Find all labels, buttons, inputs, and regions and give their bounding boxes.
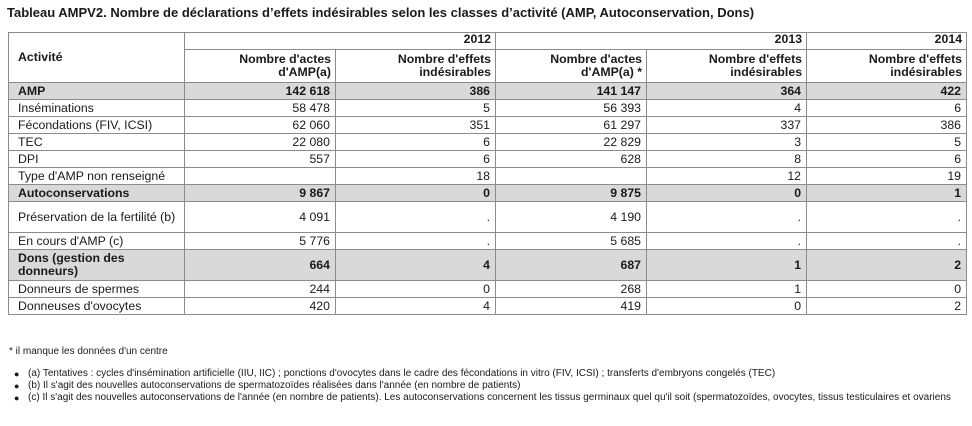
row-value: 0	[807, 281, 967, 298]
row-value: .	[807, 233, 967, 250]
col-effets-2013: Nombre d'effets indésirables	[647, 50, 807, 83]
footnote-star: * il manque les données d'un centre	[9, 346, 168, 357]
table-body	[9, 33, 967, 315]
table-row	[9, 134, 967, 151]
table-title-text: Nombre de déclarations d’effets indésirables selon les classes d’activité (AMP, Autoconservation, Dons)	[110, 5, 755, 20]
row-value: 0	[647, 298, 807, 315]
row-value: 56 393	[496, 100, 647, 117]
col-effets-2014: Nombre d'effets indésirables	[807, 50, 967, 83]
table-title	[7, 5, 754, 20]
row-value: 337	[647, 117, 807, 134]
row-value: 1	[807, 185, 967, 202]
row-label: AMP	[9, 83, 185, 100]
footnote-list	[12, 368, 962, 404]
row-label: DPI	[9, 151, 185, 168]
row-value: 244	[185, 281, 336, 298]
row-value: 5	[336, 100, 496, 117]
row-value: 268	[496, 281, 647, 298]
footnote-c	[12, 392, 962, 404]
row-value: 62 060	[185, 117, 336, 134]
row-value: 18	[336, 168, 496, 185]
row-label: Type d'AMP non renseigné	[9, 168, 185, 185]
table-row	[9, 100, 967, 117]
row-label: Fécondations (FIV, ICSI)	[9, 117, 185, 134]
row-value: 1	[647, 281, 807, 298]
row-value: 4 091	[185, 202, 336, 233]
row-label: Autoconservations	[9, 185, 185, 202]
row-value: 5 776	[185, 233, 336, 250]
row-value: 3	[647, 134, 807, 151]
row-label: Donneuses d'ovocytes	[9, 298, 185, 315]
row-value: .	[647, 202, 807, 233]
row-value: .	[336, 233, 496, 250]
col-actes-2012: Nombre d'actes d'AMP(a)	[185, 50, 336, 83]
footnote-b	[12, 380, 962, 392]
bullet-icon: ●	[14, 369, 20, 379]
table-row	[9, 117, 967, 134]
row-value: 687	[496, 250, 647, 281]
row-value: 141 147	[496, 83, 647, 100]
row-value: 419	[496, 298, 647, 315]
bullet-icon: ●	[14, 381, 20, 391]
table-row	[9, 151, 967, 168]
row-value: 4	[336, 298, 496, 315]
row-label: TEC	[9, 134, 185, 151]
row-value: 557	[185, 151, 336, 168]
row-value: 12	[647, 168, 807, 185]
table-row	[9, 185, 967, 202]
row-value: 386	[807, 117, 967, 134]
effects-table	[8, 32, 967, 315]
table-row	[9, 298, 967, 315]
row-value: 4 190	[496, 202, 647, 233]
table-row	[9, 233, 967, 250]
row-value: 420	[185, 298, 336, 315]
row-value: 61 297	[496, 117, 647, 134]
row-value: 9 875	[496, 185, 647, 202]
row-value: 19	[807, 168, 967, 185]
table-row	[9, 250, 967, 281]
row-value: 4	[336, 250, 496, 281]
year-2012: 2012	[185, 33, 496, 50]
col-actes-2013: Nombre d'actes d'AMP(a) *	[496, 50, 647, 83]
footnote-b-text: (b) Il s'agit des nouvelles autoconservations de spermatozoïdes réalisées dans l'année (en nombre de patients)	[28, 380, 521, 391]
table-row	[9, 202, 967, 233]
row-value: 386	[336, 83, 496, 100]
row-value: 22 829	[496, 134, 647, 151]
year-2013: 2013	[496, 33, 807, 50]
year-header-row	[9, 33, 967, 50]
row-value: .	[807, 202, 967, 233]
row-value: .	[647, 233, 807, 250]
activity-header: Activité	[9, 33, 185, 83]
table-title-label: Tableau AMPV2.	[7, 5, 107, 20]
table-row	[9, 281, 967, 298]
row-value: 0	[647, 185, 807, 202]
row-value: 364	[647, 83, 807, 100]
row-value: 22 080	[185, 134, 336, 151]
row-value: 4	[647, 100, 807, 117]
row-value: 6	[336, 151, 496, 168]
row-value: 58 478	[185, 100, 336, 117]
footnote-a	[12, 368, 962, 380]
row-value: 422	[807, 83, 967, 100]
row-label: Préservation de la fertilité (b)	[9, 202, 185, 233]
row-value: 2	[807, 298, 967, 315]
row-value	[185, 168, 336, 185]
row-value: .	[336, 202, 496, 233]
row-value: 0	[336, 281, 496, 298]
row-value: 6	[807, 151, 967, 168]
row-label: Donneurs de spermes	[9, 281, 185, 298]
col-effets-2012: Nombre d'effets indésirables	[336, 50, 496, 83]
table-row	[9, 83, 967, 100]
row-value: 5 685	[496, 233, 647, 250]
row-value: 5	[807, 134, 967, 151]
row-value: 628	[496, 151, 647, 168]
bullet-icon: ●	[14, 393, 20, 403]
row-label: Dons (gestion des donneurs)	[9, 250, 185, 281]
table-row	[9, 168, 967, 185]
year-2014: 2014	[807, 33, 967, 50]
footnote-a-text: (a) Tentatives : cycles d'insémination artificielle (IIU, IIC) ; ponctions d'ovocytes dans le cadre des fécondations in vitro (FIV, ICSI) ; transferts d'embryons congelés (TEC)	[28, 368, 776, 379]
row-label: Inséminations	[9, 100, 185, 117]
footnote-c-text: (c) Il s'agit des nouvelles autoconservations de l'année (en nombre de patients). Les autoconservations concernent les tissus germinaux quel qu'il soit (spermatozoïdes, ovocytes, tissus testiculaires et ovariens	[28, 392, 951, 403]
row-value: 1	[647, 250, 807, 281]
row-value: 2	[807, 250, 967, 281]
row-value	[496, 168, 647, 185]
row-value: 6	[807, 100, 967, 117]
row-value: 9 867	[185, 185, 336, 202]
row-value: 664	[185, 250, 336, 281]
row-label: En cours d'AMP (c)	[9, 233, 185, 250]
row-value: 142 618	[185, 83, 336, 100]
row-value: 6	[336, 134, 496, 151]
row-value: 351	[336, 117, 496, 134]
row-value: 0	[336, 185, 496, 202]
row-value: 8	[647, 151, 807, 168]
